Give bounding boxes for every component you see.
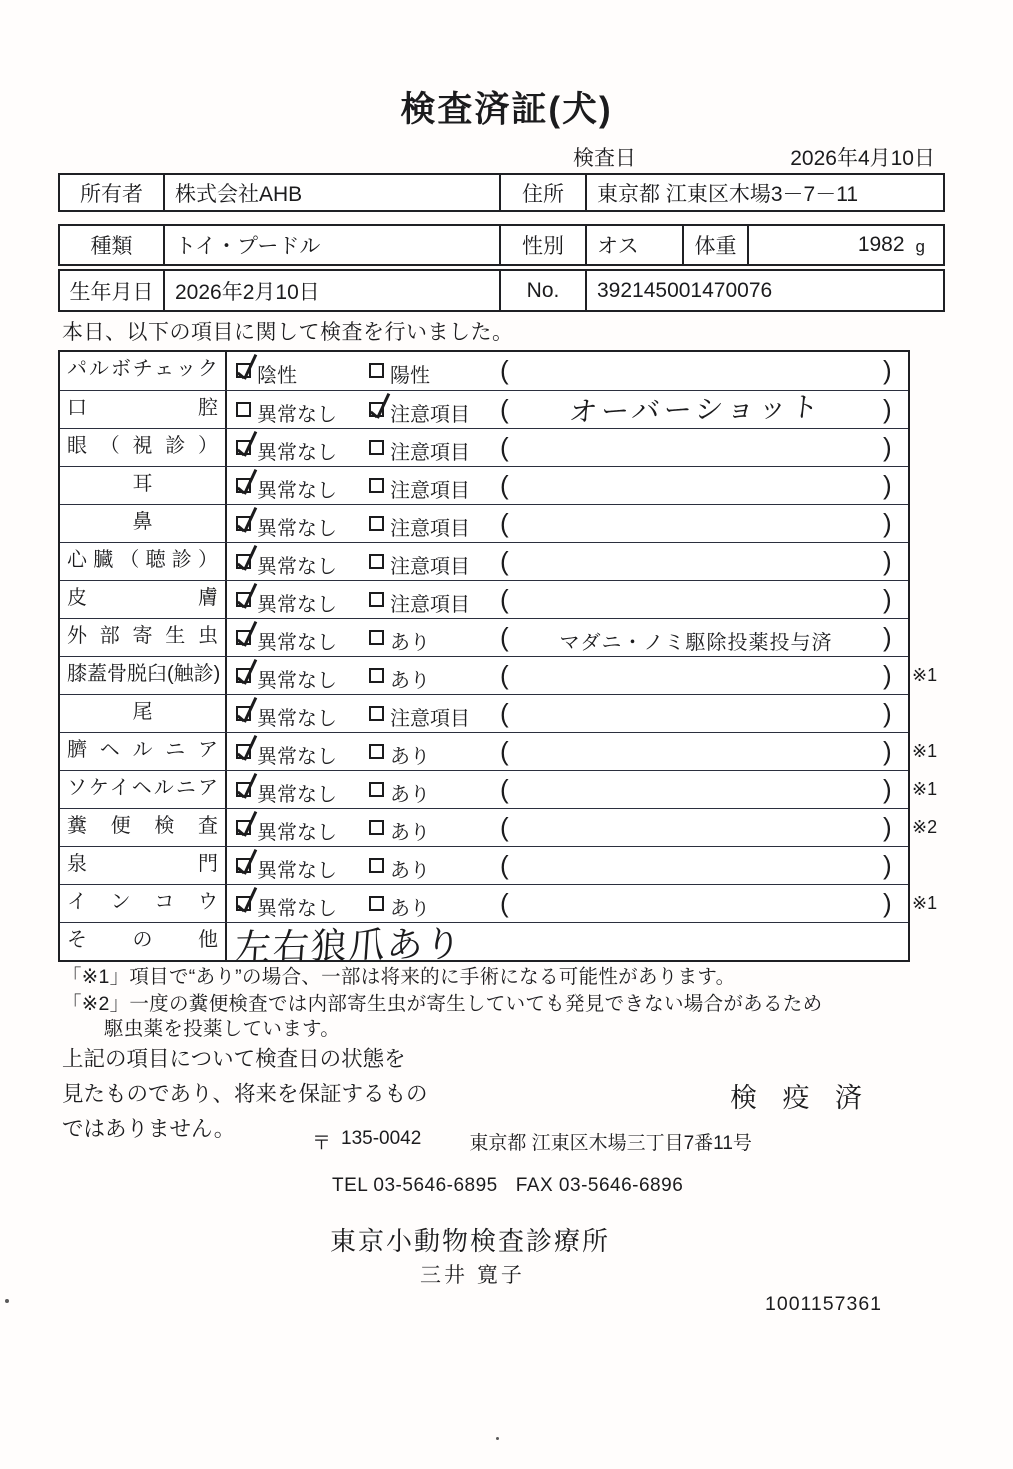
clinic-phone-line <box>332 1175 683 1197</box>
weight-value-cell <box>747 226 943 264</box>
checkbox-normal[interactable] <box>236 896 251 911</box>
exam-row-eyes <box>60 428 908 466</box>
owner-table <box>58 173 945 212</box>
paren-open: ( <box>500 660 509 690</box>
paren-close: ) <box>883 508 892 538</box>
paren-open: ( <box>500 812 509 842</box>
number-label: No. <box>499 271 585 310</box>
option-label: 異常なし <box>257 746 337 768</box>
exam-item-label: その他 <box>60 923 227 960</box>
address-label: 住所 <box>499 175 585 210</box>
checkbox-normal[interactable] <box>236 554 251 569</box>
exam-row-fecal-exam <box>60 808 938 846</box>
exam-item-label: 外部寄生虫 <box>60 619 227 656</box>
option-label: あり <box>390 670 430 692</box>
checkbox-present[interactable] <box>369 630 384 645</box>
option-label: 異常なし <box>257 556 337 578</box>
checkbox-caution[interactable] <box>369 706 384 721</box>
footnote-2: 「※2」一度の糞便検査では内部寄生虫が寄生していても発見できない場合があるため <box>62 993 823 1015</box>
option-label: あり <box>390 632 430 654</box>
paren-open: ( <box>500 698 509 728</box>
checkbox-caution[interactable] <box>369 478 384 493</box>
exam-item-label: 泉門 <box>60 847 227 884</box>
checkbox-normal[interactable] <box>236 858 251 873</box>
paren-open: ( <box>500 394 509 424</box>
paren-open: ( <box>500 432 509 462</box>
owner-value: 株式会社AHB <box>163 175 499 210</box>
exam-item-label: 膝蓋骨脱臼(触診) <box>60 657 227 694</box>
finding-text-handwritten: 左右狼爪あり <box>233 922 465 969</box>
option-label: あり <box>390 860 430 882</box>
exam-row-umbilical-hernia <box>60 732 938 770</box>
option-label: 異常なし <box>257 594 337 616</box>
weight-label: 体重 <box>682 226 747 264</box>
checkbox-present[interactable] <box>369 744 384 759</box>
disclaimer-line: 見たものであり、将来を保証するもの <box>62 1082 428 1106</box>
birthdate-value: 2026年2月10日 <box>163 271 499 310</box>
checkbox-caution[interactable] <box>369 440 384 455</box>
option-label: 陰性 <box>257 365 297 387</box>
checkbox-normal[interactable] <box>236 592 251 607</box>
option-label: 異常なし <box>257 784 337 806</box>
checkbox-positive[interactable] <box>369 363 384 378</box>
breed-table <box>58 224 945 266</box>
address-value: 東京都 江東区木場3－7－11 <box>585 175 943 210</box>
inspection-date-row <box>573 142 935 172</box>
paren-close: ) <box>883 470 892 500</box>
option-label: 注意項目 <box>390 518 470 540</box>
paren-close: ) <box>883 812 892 842</box>
option-label: 注意項目 <box>390 556 470 578</box>
fax-number: FAX 03-5646-6896 <box>515 1175 684 1196</box>
option-label: あり <box>390 746 430 768</box>
exam-item-label: 耳 <box>60 467 227 504</box>
paren-open: ( <box>500 736 509 766</box>
exam-row-tail <box>60 694 908 732</box>
checkbox-normal[interactable] <box>236 744 251 759</box>
exam-item-label: インコウ <box>60 885 227 922</box>
weight-unit: g <box>915 237 925 256</box>
document-title: 検査済証(犬) <box>400 90 613 129</box>
checkbox-present[interactable] <box>369 896 384 911</box>
exam-intro-text: 本日、以下の項目に関して検査を行いました。 <box>62 321 514 344</box>
exam-row-nose <box>60 504 908 542</box>
option-label: 注意項目 <box>390 594 470 616</box>
checkbox-normal[interactable] <box>236 516 251 531</box>
paren-close: ) <box>883 660 892 690</box>
checkbox-normal[interactable] <box>236 782 251 797</box>
option-label: 異常なし <box>257 404 337 426</box>
option-label: 注意項目 <box>390 442 470 464</box>
sex-value: オス <box>585 226 682 264</box>
scan-speck <box>5 1299 9 1303</box>
exam-row-ears <box>60 466 908 504</box>
finding-text-handwritten: オーバーショット <box>567 391 825 428</box>
exam-item-label: 鼻 <box>60 505 227 542</box>
paren-close: ) <box>883 432 892 462</box>
paren-open: ( <box>500 584 509 614</box>
document-serial-number: 1001157361 <box>765 1293 883 1315</box>
checkbox-negative[interactable] <box>236 363 251 378</box>
paren-close: ) <box>883 736 892 766</box>
postal-mark: 〒 <box>312 1133 332 1154</box>
paren-open: ( <box>500 508 509 538</box>
option-label: 注意項目 <box>390 480 470 502</box>
finding-text: マダニ・ノミ駆除投薬投与済 <box>559 632 833 654</box>
exam-item-label: 心臓（聴診） <box>60 543 227 580</box>
checkbox-present[interactable] <box>369 668 384 683</box>
exam-row-inguinal-hernia <box>60 770 938 808</box>
option-label: 注意項目 <box>390 404 470 426</box>
checkbox-present[interactable] <box>369 820 384 835</box>
checkbox-normal[interactable] <box>236 440 251 455</box>
owner-label: 所有者 <box>80 182 143 206</box>
quarantine-passed-stamp: 検 疫 済 <box>730 1083 872 1113</box>
paren-close: ) <box>883 774 892 804</box>
exam-row-patella <box>60 656 938 694</box>
inspection-date-label: 検査日 <box>573 147 636 170</box>
paren-close: ) <box>883 546 892 576</box>
checkbox-caution[interactable] <box>369 554 384 569</box>
paren-open: ( <box>500 774 509 804</box>
tel-number: TEL 03-5646-6895 <box>332 1175 498 1196</box>
exam-row-mouth <box>60 390 908 428</box>
checkbox-normal[interactable] <box>236 402 251 417</box>
option-label: 異常なし <box>257 860 337 882</box>
exam-row-fontanelle <box>60 846 908 884</box>
paren-close: ) <box>883 698 892 728</box>
inspection-date-value: 2026年4月10日 <box>790 147 935 170</box>
paren-open: ( <box>500 850 509 880</box>
option-label: あり <box>390 784 430 806</box>
paren-open: ( <box>500 888 509 918</box>
option-label: 注意項目 <box>390 708 470 730</box>
exam-item-label: 口腔 <box>60 391 227 428</box>
checkbox-present[interactable] <box>369 782 384 797</box>
number-value: 392145001470076 <box>585 271 943 310</box>
footnote-1: 「※1」項目で“あり”の場合、一部は将来的に手術になる可能性があります。 <box>62 966 736 988</box>
paren-close: ) <box>883 394 892 424</box>
checkbox-normal[interactable] <box>236 630 251 645</box>
option-label: 異常なし <box>257 670 337 692</box>
paren-close: ) <box>883 355 892 385</box>
exam-item-label: 皮膚 <box>60 581 227 618</box>
exam-row-parvo <box>60 352 908 390</box>
breed-value: トイ・プードル <box>163 226 499 264</box>
option-label: あり <box>390 898 430 920</box>
footnote-mark: ※1 <box>912 779 938 799</box>
checkbox-normal[interactable] <box>236 668 251 683</box>
checkbox-caution[interactable] <box>369 592 384 607</box>
exam-row-skin <box>60 580 908 618</box>
checkbox-present[interactable] <box>369 858 384 873</box>
disclaimer-line: ではありません。 <box>62 1117 236 1141</box>
exam-item-label: ソケイヘルニア <box>60 771 227 808</box>
paren-open: ( <box>500 546 509 576</box>
paren-close: ) <box>883 888 892 918</box>
postal-code: 135-0042 <box>341 1128 422 1149</box>
exam-row-other <box>60 922 908 969</box>
option-label: 異常なし <box>257 480 337 502</box>
paren-close: ) <box>883 584 892 614</box>
breed-label: 種類 <box>90 235 133 258</box>
weight-value: 1982 <box>857 233 905 256</box>
checkbox-caution[interactable] <box>369 402 384 417</box>
clinic-address-line <box>312 1128 752 1155</box>
option-label: 陽性 <box>390 365 430 387</box>
option-label: 異常なし <box>257 518 337 540</box>
option-label: あり <box>390 822 430 844</box>
exam-results-table <box>58 350 938 969</box>
exam-row-external-parasites <box>60 618 908 656</box>
option-label: 異常なし <box>257 708 337 730</box>
checkbox-normal[interactable] <box>236 478 251 493</box>
option-label: 異常なし <box>257 442 337 464</box>
exam-item-label: 糞便検査 <box>60 809 227 846</box>
exam-item-label: パルボチェック <box>60 352 227 390</box>
paren-close: ) <box>883 622 892 652</box>
sex-label: 性別 <box>499 226 585 264</box>
option-label: 異常なし <box>257 632 337 654</box>
disclaimer-line: 上記の項目について検査日の状態を <box>62 1047 406 1071</box>
checkbox-normal[interactable] <box>236 706 251 721</box>
clinic-name: 東京小動物検査診療所 <box>330 1226 611 1256</box>
footnote-mark: ※1 <box>912 665 938 685</box>
veterinarian-name: 三井 寛子 <box>420 1264 525 1287</box>
paren-open: ( <box>500 622 509 652</box>
birthdate-label: 生年月日 <box>69 280 154 304</box>
paren-open: ( <box>500 355 509 385</box>
exam-item-label: 尾 <box>60 695 227 732</box>
footnote-mark: ※2 <box>912 817 938 837</box>
checkbox-caution[interactable] <box>369 516 384 531</box>
exam-row-heart <box>60 542 908 580</box>
exam-row-inkou <box>60 884 938 922</box>
clinic-street-address: 東京都 江東区木場三丁目7番11号 <box>469 1133 752 1154</box>
spacer <box>431 1128 459 1155</box>
footnote-mark: ※1 <box>912 893 938 913</box>
option-label: 異常なし <box>257 822 337 844</box>
paren-close: ) <box>883 850 892 880</box>
checkbox-normal[interactable] <box>236 820 251 835</box>
scan-speck <box>496 1437 499 1440</box>
paren-open: ( <box>500 470 509 500</box>
birthdate-table <box>58 269 945 312</box>
option-label: 異常なし <box>257 898 337 920</box>
footnote-2-continued: 駆虫薬を投薬しています。 <box>104 1018 341 1040</box>
exam-item-label: 眼（視診） <box>60 429 227 466</box>
exam-item-label: 臍ヘルニア <box>60 733 227 770</box>
footnote-mark: ※1 <box>912 741 938 761</box>
